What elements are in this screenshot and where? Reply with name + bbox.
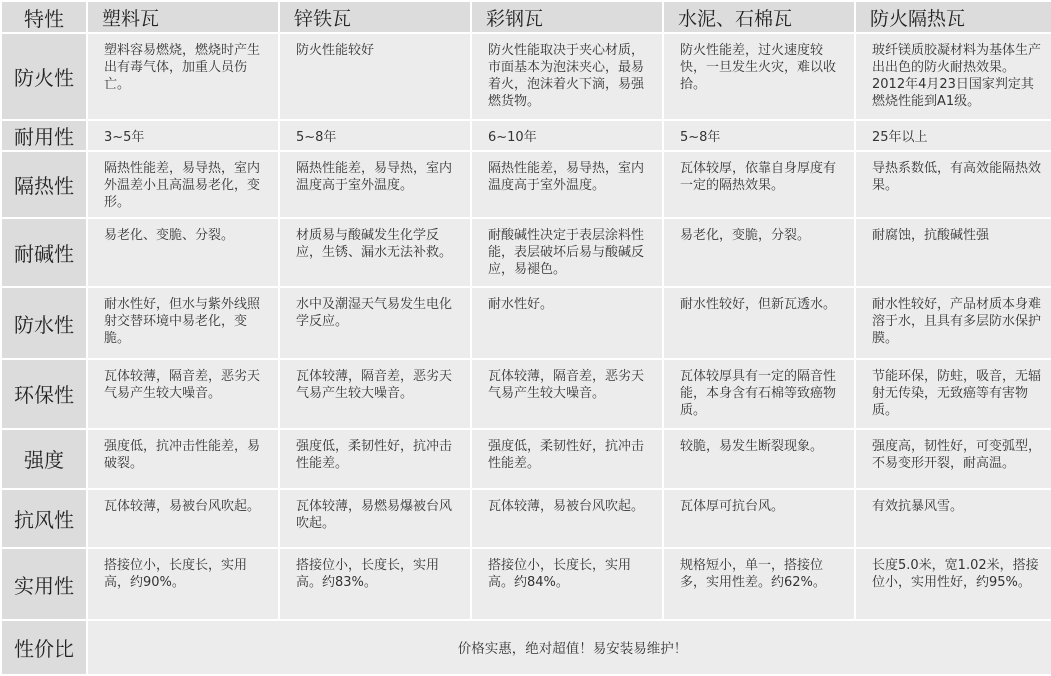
row-label: 防水性 — [2, 288, 86, 358]
table-cell: 有效抗暴风雪。 — [856, 490, 1051, 547]
row-label: 强度 — [2, 430, 86, 489]
table-cell: 瓦体较厚具有一定的隔音性能，本身含有石棉等致癌物质。 — [664, 360, 854, 428]
table-cell: 瓦体厚可抗台风。 — [664, 490, 854, 547]
row-label: 耐用性 — [2, 121, 86, 150]
table-cell: 3~5年 — [88, 121, 278, 150]
table-row — [2, 34, 1051, 119]
header-cell-tile-type: 锌铁瓦 — [280, 2, 470, 32]
header-cell-tile-type: 塑料瓦 — [88, 2, 278, 32]
table-cell: 瓦体较薄，隔音差，恶劣天气易产生较大噪音。 — [280, 360, 470, 428]
table-cell: 较脆，易发生断裂现象。 — [664, 430, 854, 489]
table-cell: 节能环保，防蛀，吸音，无辐射无传染，无致癌等有害物质。 — [856, 360, 1051, 428]
table-row — [2, 549, 1051, 620]
table-cell: 5~8年 — [280, 121, 470, 150]
table-cell: 防火性能较好 — [280, 34, 470, 119]
table-cell: 易老化，变脆，分裂。 — [664, 219, 854, 287]
table-cell: 塑料容易燃烧，燃烧时产生出有毒气体，加重人员伤亡。 — [88, 34, 278, 119]
table-cell: 耐酸碱性决定于表层涂料性能，表层破坏后易与酸碱反应，易褪色。 — [472, 219, 662, 287]
table-row — [2, 288, 1051, 358]
row-label: 防火性 — [2, 34, 86, 119]
table-cell: 瓦体较薄，隔音差，恶劣天气易产生较大噪音。 — [472, 360, 662, 428]
row-label: 隔热性 — [2, 152, 86, 217]
table-cell: 规格短小，单一，搭接位多，实用性差。约62%。 — [664, 549, 854, 620]
table-cell: 耐水性较好，产品材质本身难溶于水，且具有多层防水保护膜。 — [856, 288, 1051, 358]
row-label: 实用性 — [2, 549, 86, 620]
header-cell-tile-type: 水泥、石棉瓦 — [664, 2, 854, 32]
header-cell-tile-type: 彩钢瓦 — [472, 2, 662, 32]
table-cell: 防火性能取决于夹心材质，市面基本为泡沫夹心，最易着火，泡沫着火下滴，易强燃货物。 — [472, 34, 662, 119]
table-cell: 耐水性好。 — [472, 288, 662, 358]
row-label: 环保性 — [2, 360, 86, 428]
table-cell: 强度低，柔韧性好，抗冲击性能差。 — [280, 430, 470, 489]
table-row — [2, 121, 1051, 150]
header-cell-tile-type: 防火隔热瓦 — [856, 2, 1051, 32]
table-cell: 材质易与酸碱发生化学反应，生锈、漏水无法补救。 — [280, 219, 470, 287]
table-cell: 瓦体较薄，易燃易爆被台风吹起。 — [280, 490, 470, 547]
table-cell: 5~8年 — [664, 121, 854, 150]
table-row — [2, 430, 1051, 489]
table-cell: 强度高，韧性好，可变弧型，不易变形开裂，耐高温。 — [856, 430, 1051, 489]
table-cell: 瓦体较薄，易被台风吹起。 — [88, 490, 278, 547]
table-row — [2, 490, 1051, 547]
table-row — [2, 152, 1051, 217]
value-summary-cell: 价格实惠，绝对超值！易安装易维护！ — [88, 621, 1051, 674]
table-cell: 玻纤镁质胶凝材料为基体生产出出色的防火耐热效果。2012年4月23日国家判定其燃烧性能到A1级。 — [856, 34, 1051, 119]
table-cell: 瓦体较厚，依靠自身厚度有一定的隔热效果。 — [664, 152, 854, 217]
table-cell: 强度低，抗冲击性能差，易破裂。 — [88, 430, 278, 489]
header-row — [2, 2, 1051, 32]
table-cell: 易老化、变脆、分裂。 — [88, 219, 278, 287]
table-cell: 耐水性好，但水与紫外线照射交替环境中易老化，变脆。 — [88, 288, 278, 358]
table-cell: 耐腐蚀，抗酸碱性强 — [856, 219, 1051, 287]
table-row — [2, 219, 1051, 287]
row-label: 耐碱性 — [2, 219, 86, 287]
table-cell: 强度低，柔韧性好，抗冲击性能差。 — [472, 430, 662, 489]
table-row — [2, 360, 1051, 428]
table-cell: 导热系数低，有高效能隔热效果。 — [856, 152, 1051, 217]
table-cell: 瓦体较薄，易被台风吹起。 — [472, 490, 662, 547]
table-cell: 搭接位小，长度长，实用高，约90%。 — [88, 549, 278, 620]
row-label: 抗风性 — [2, 490, 86, 547]
table-cell: 隔热性能差，易导热，室内温度高于室外温度。 — [472, 152, 662, 217]
table-cell: 隔热性能差，易导热，室内温度高于室外温度。 — [280, 152, 470, 217]
row-label: 性价比 — [2, 621, 86, 674]
table-cell: 25年以上 — [856, 121, 1051, 150]
table-cell: 6~10年 — [472, 121, 662, 150]
table-cell: 长度5.0米，宽1.02米，搭接位小，实用性好，约95%。 — [856, 549, 1051, 620]
table-cell: 水中及潮湿天气易发生电化学反应。 — [280, 288, 470, 358]
table-cell: 防火性能差，过火速度较快，一旦发生火灾，难以收拾。 — [664, 34, 854, 119]
table-cell: 搭接位小，长度长，实用高。约84%。 — [472, 549, 662, 620]
table-cell: 隔热性能差，易导热，室内外温差小且高温易老化，变形。 — [88, 152, 278, 217]
header-cell-feature: 特性 — [2, 2, 86, 32]
footer-row — [2, 621, 1051, 674]
table-cell: 耐水性较好，但新瓦透水。 — [664, 288, 854, 358]
table-cell: 瓦体较薄，隔音差，恶劣天气易产生较大噪音。 — [88, 360, 278, 428]
table-cell: 搭接位小，长度长，实用高。约83%。 — [280, 549, 470, 620]
